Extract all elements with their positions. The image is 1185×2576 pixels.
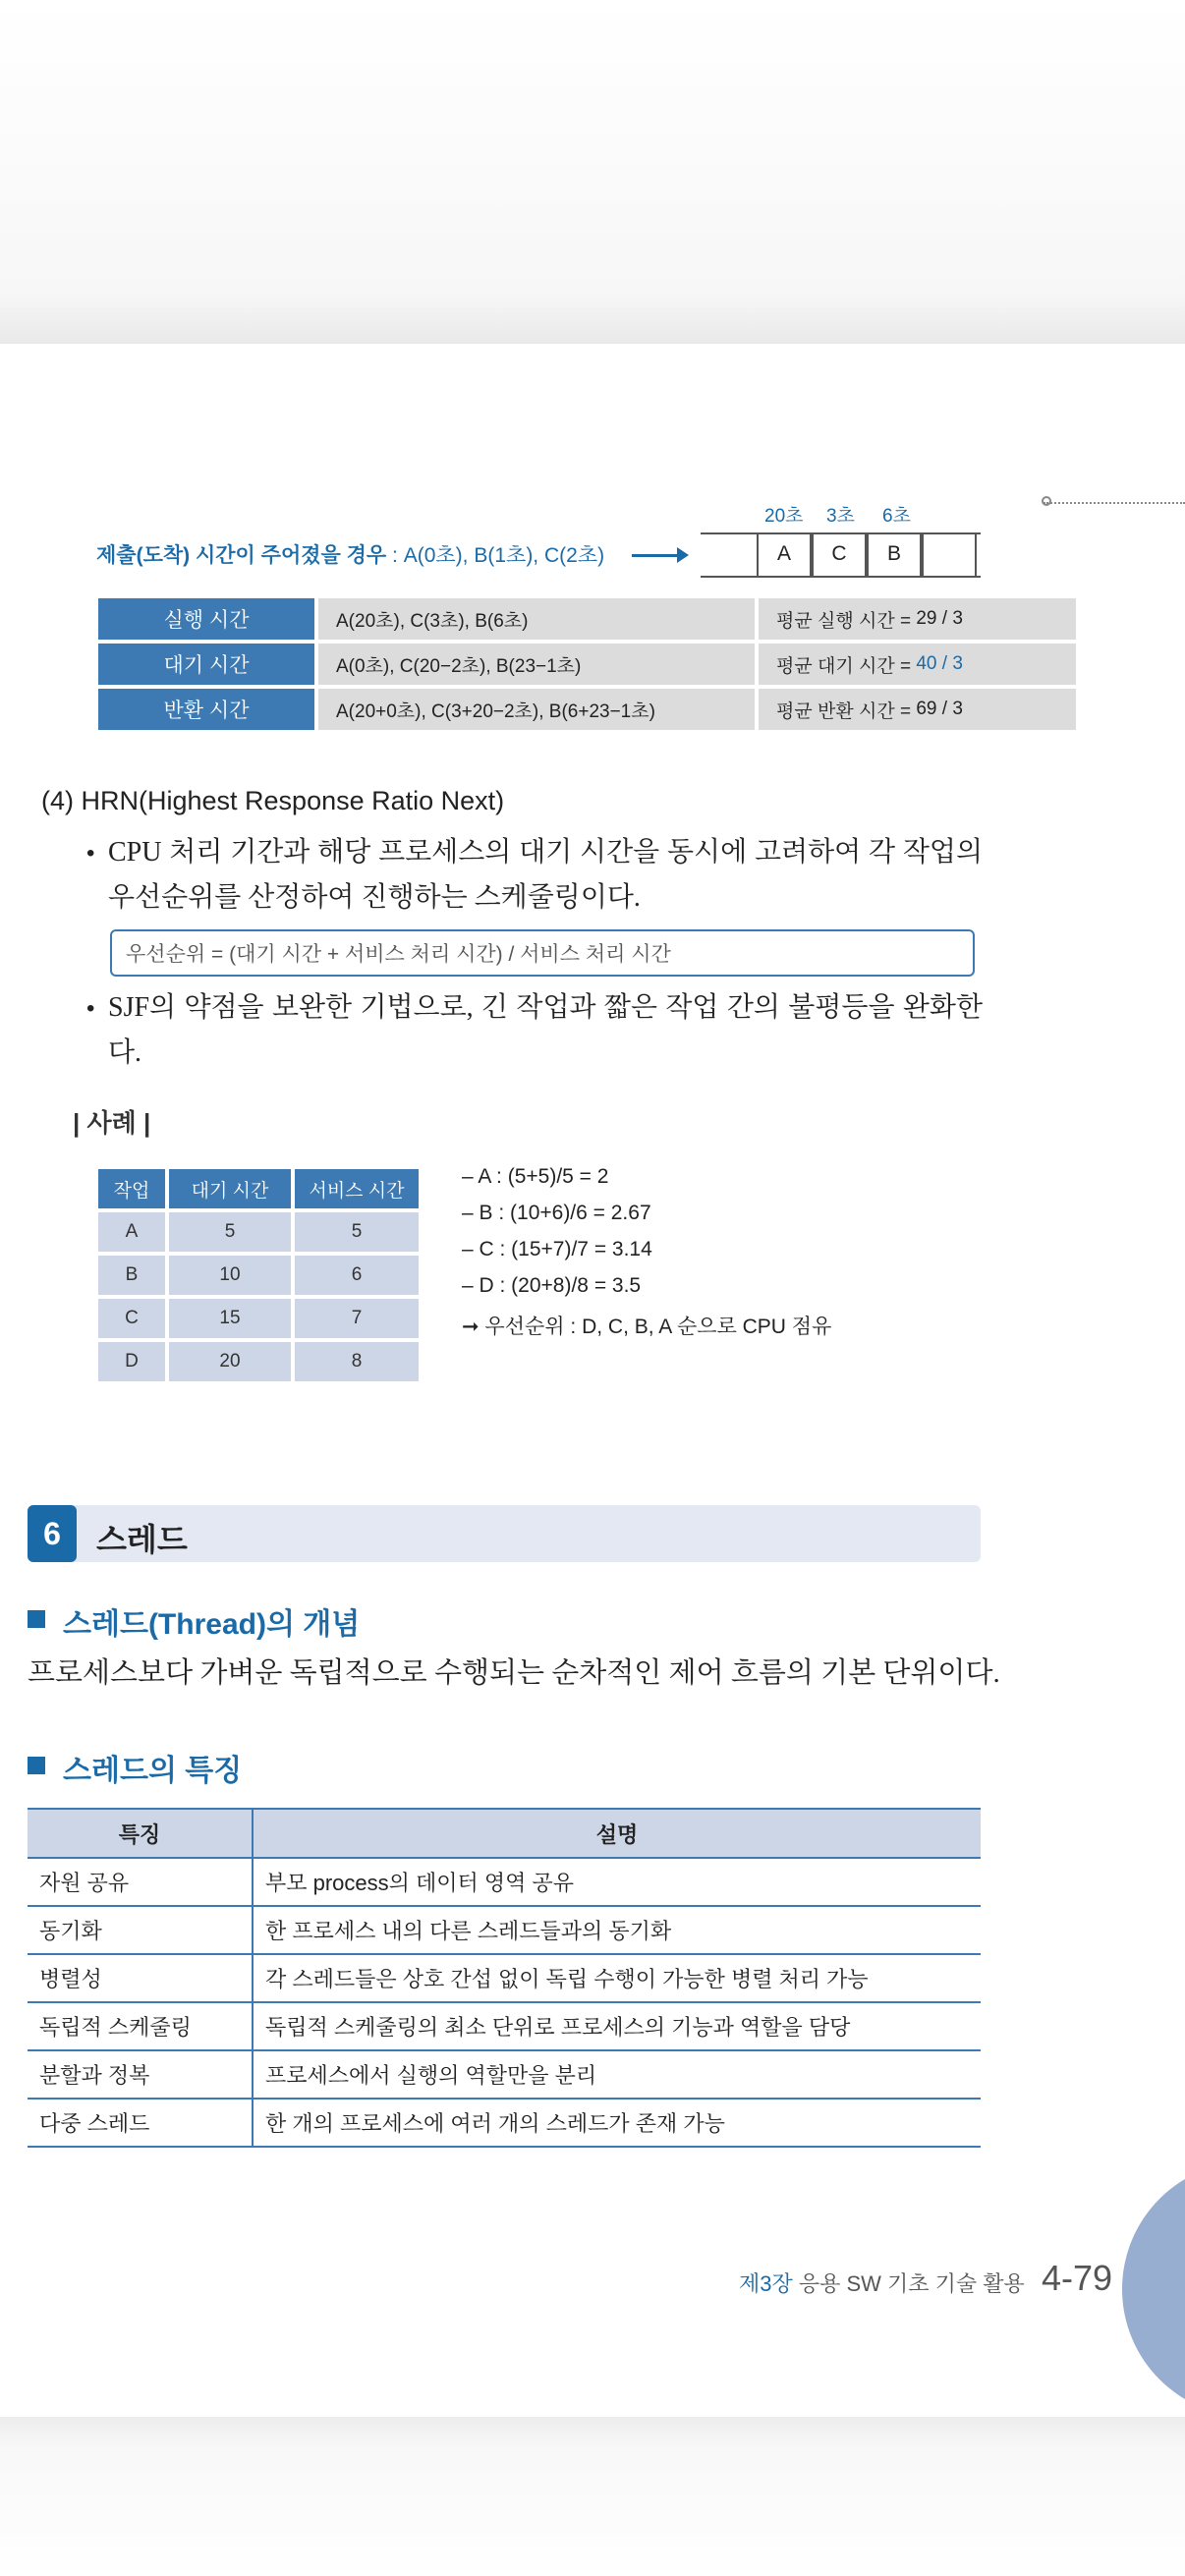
- summary-row: [98, 598, 978, 640]
- calc-result: ➞ 우선순위 : D, C, B, A 순으로 CPU 점유: [462, 1316, 832, 1338]
- hrn-table-header: 작업: [98, 1169, 165, 1208]
- bullet-icon: •: [86, 840, 95, 867]
- gantt-cell: B: [867, 532, 922, 576]
- bullet-icon: •: [86, 995, 95, 1022]
- hrn-table-cell: D: [98, 1342, 165, 1381]
- hrn-table-header: 대기 시간: [169, 1169, 291, 1208]
- feature-description: 독립적 스케줄링의 최소 단위로 프로세스의 기능과 역할을 담당: [253, 2002, 981, 2050]
- summary-average: [759, 644, 1076, 685]
- hrn-table-cell: 7: [295, 1299, 419, 1338]
- average-value: 69 / 3: [916, 699, 963, 719]
- gantt-cell: A: [757, 532, 812, 576]
- summary-row: [98, 689, 978, 730]
- feature-description: 프로세스에서 실행의 역할만을 분리: [253, 2050, 981, 2099]
- table-header: 특징: [28, 1809, 253, 1858]
- thread-concept-text: 프로세스보다 가벼운 독립적으로 수행되는 순차적인 제어 흐름의 기본 단위이다.: [28, 1657, 1000, 1689]
- top-margin-shade: [0, 0, 1185, 344]
- feature-name: 동기화: [28, 1906, 253, 1954]
- summary-detail: A(0초), C(20−2초), B(23−1초): [318, 644, 755, 685]
- hrn-table-cell: C: [98, 1299, 165, 1338]
- gantt-cell: C: [812, 532, 867, 576]
- summary-detail: A(20+0초), C(3+20−2초), B(6+23−1초): [318, 689, 755, 730]
- subsection-title: 스레드(Thread)의 개념: [63, 1608, 361, 1641]
- average-label: 평균 실행 시간 =: [776, 610, 917, 632]
- hrn-advantage: SJF의 약점을 보완한 기법으로, 긴 작업과 짧은 작업 간의 불평등을 완화한다.: [108, 992, 983, 1068]
- feature-description: 각 스레드들은 상호 간섭 없이 독립 수행이 가능한 병렬 처리 가능: [253, 1954, 981, 2002]
- average-value: 29 / 3: [916, 608, 963, 629]
- gantt-time-label: 20초: [764, 506, 804, 527]
- chapter-footer: [739, 2268, 1025, 2298]
- gantt-caption-bold: 제출(도착) 시간이 주어졌을 경우: [96, 544, 387, 567]
- calc-line: – D : (20+8)/8 = 3.5: [462, 1274, 642, 1297]
- summary-header: 반환 시간: [98, 689, 314, 730]
- feature-name: 독립적 스케줄링: [28, 2002, 253, 2050]
- hrn-table-cell: B: [98, 1256, 165, 1295]
- hrn-table-header: 서비스 시간: [295, 1169, 419, 1208]
- hrn-table-cell: 15: [169, 1299, 291, 1338]
- hrn-description: CPU 처리 기간과 해당 프로세스의 대기 시간을 동시에 고려하여 각 작업의 우선순위를 산정하여 진행하는 스케줄링이다.: [108, 837, 983, 913]
- feature-description: 한 프로세스 내의 다른 스레드들과의 동기화: [253, 1906, 981, 1954]
- hrn-table-cell: 5: [169, 1212, 291, 1252]
- bottom-margin-shade: [0, 2417, 1185, 2576]
- table-row: [28, 1954, 981, 2002]
- average-label: 평균 반환 시간 =: [776, 700, 917, 722]
- gantt-caption: [96, 539, 604, 569]
- section-title: 스레드: [96, 1522, 188, 1557]
- table-row: [28, 2099, 981, 2147]
- square-bullet-icon: [28, 1757, 45, 1774]
- summary-header: 대기 시간: [98, 644, 314, 685]
- hrn-table-cell: 20: [169, 1342, 291, 1381]
- hrn-heading: (4) HRN(Highest Response Ratio Next): [41, 786, 505, 815]
- summary-detail: A(20초), C(3초), B(6초): [318, 598, 755, 640]
- gantt-bottom-line: [701, 576, 981, 578]
- table-header: 설명: [253, 1809, 981, 1858]
- table-row: [28, 1906, 981, 1954]
- feature-description: 한 개의 프로세스에 여러 개의 스레드가 존재 가능: [253, 2099, 981, 2147]
- margin-note-circle: [1042, 496, 1051, 506]
- feature-name: 다중 스레드: [28, 2099, 253, 2147]
- example-title: | 사례 |: [73, 1108, 151, 1138]
- summary-average: [759, 689, 1076, 730]
- thread-features-table: [28, 1808, 981, 2148]
- feature-name: 분할과 정복: [28, 2050, 253, 2099]
- average-label: 평균 대기 시간 =: [776, 655, 917, 677]
- margin-note-dotted-line: [1044, 502, 1185, 504]
- chapter-subject: 응용 SW 기초 기술 활용: [792, 2271, 1025, 2296]
- table-row: [28, 2050, 981, 2099]
- gantt-caption-rest: : A(0초), B(1초), C(2초): [386, 544, 605, 567]
- summary-average: [759, 598, 1076, 640]
- feature-description: 부모 process의 데이터 영역 공유: [253, 1858, 981, 1906]
- square-bullet-icon: [28, 1610, 45, 1628]
- hrn-table-cell: 6: [295, 1256, 419, 1295]
- feature-name: 병렬성: [28, 1954, 253, 2002]
- arrow-right-icon: [677, 547, 689, 563]
- page-number: 4-79: [1042, 2258, 1113, 2298]
- subsection-title: 스레드의 특징: [63, 1755, 243, 1787]
- average-value: 40 / 3: [916, 653, 963, 674]
- hrn-table-cell: 10: [169, 1256, 291, 1295]
- arrow-line: [632, 554, 681, 557]
- table-header-row: [28, 1809, 981, 1858]
- summary-row: [98, 644, 978, 685]
- gantt-cell-empty: [922, 532, 977, 576]
- calc-line: – B : (10+6)/6 = 2.67: [462, 1202, 651, 1224]
- corner-decoration: [1081, 2142, 1185, 2417]
- chapter-label: 제3장: [739, 2271, 793, 2296]
- gantt-time-label: 6초: [882, 506, 911, 527]
- hrn-table-cell: 8: [295, 1342, 419, 1381]
- feature-name: 자원 공유: [28, 1858, 253, 1906]
- summary-header: 실행 시간: [98, 598, 314, 640]
- section-number-badge: 6: [28, 1505, 77, 1562]
- hrn-table-cell: A: [98, 1212, 165, 1252]
- priority-formula-box: 우선순위 = (대기 시간 + 서비스 처리 시간) / 서비스 처리 시간: [110, 929, 975, 977]
- table-row: [28, 2002, 981, 2050]
- corner-circle-shape: [1122, 2161, 1185, 2417]
- calc-line: – C : (15+7)/7 = 3.14: [462, 1238, 652, 1260]
- gantt-time-label: 3초: [826, 506, 855, 527]
- hrn-table-cell: 5: [295, 1212, 419, 1252]
- calc-line: – A : (5+5)/5 = 2: [462, 1165, 609, 1188]
- table-row: [28, 1858, 981, 1906]
